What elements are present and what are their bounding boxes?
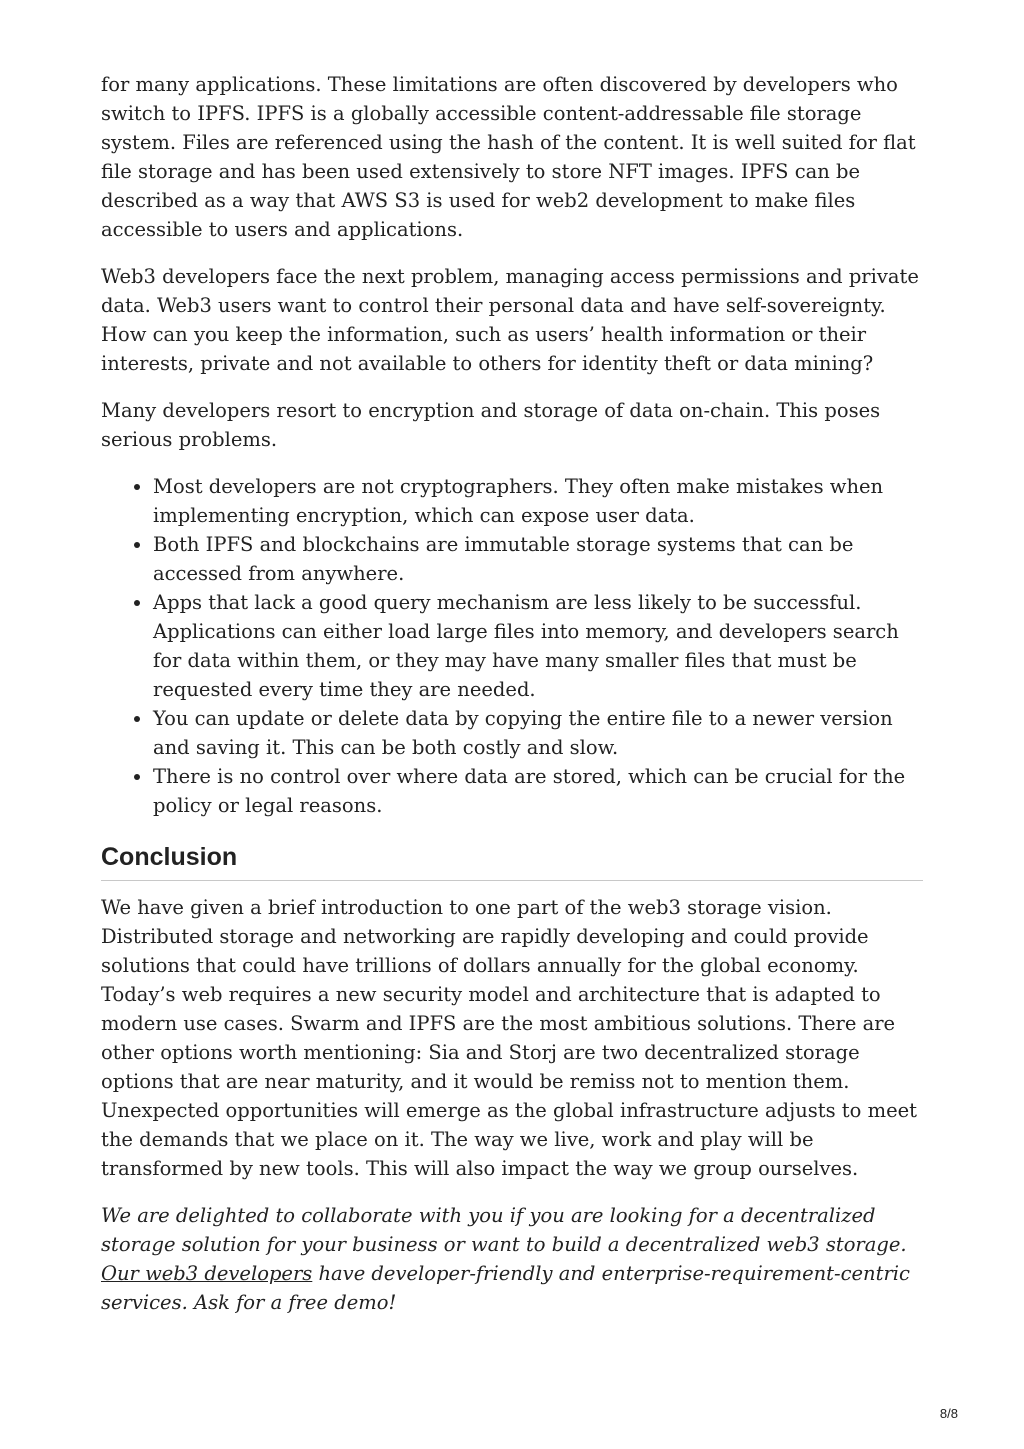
paragraph-encryption: Many developers resort to encryption and storage of data on-chain. This poses serious problems.	[101, 399, 881, 451]
list-item: • Both IPFS and blockchains are immutable storage systems that can be accessed from anywhere.	[153, 530, 923, 588]
cta-text-after: have developer-friendly and enterprise-requirement-centric services. Ask for a free demo!	[101, 1262, 910, 1314]
conclusion-heading: Conclusion	[101, 842, 923, 881]
problems-list	[101, 472, 923, 820]
article-body	[101, 70, 923, 1335]
paragraph-ipfs: for many applications. These limitations are often discovered by developers who switch to IPFS. IPFS is a globally accessible content-addressable file storage system. Files are referenced using the hash of the content. It is well suited for flat file storage and has been used extensively to store NFT images. IPFS can be described as a way that AWS S3 is used for web2 development to make files accessible to users and applications.	[101, 73, 916, 241]
conclusion-paragraph: We have given a brief introduction to one part of the web3 storage vision. Distributed storage and networking are rapidly developing and could provide solutions that could have trillions of dollars annually for the global economy. Today’s web requires a new security model and architecture that is adapted to modern use cases. Swarm and IPFS are the most ambitious solutions. There are other options worth mentioning: Sia and Storj are two decentralized storage options that are near maturity, and it would be remiss not to mention them. Unexpected opportunities will emerge as the global infrastructure adjusts to meet the demands that we place on it. The way we live, work and play will be transformed by new tools. This will also impact the way we group ourselves.	[101, 896, 917, 1180]
call-to-action	[101, 1201, 923, 1317]
paragraph-access-permissions: Web3 developers face the next problem, managing access permissions and private data. Web3 users want to control their personal data and have self-sovereignty. How can you keep the information, such as users’ health information or their interests, private and not available to others for identity theft or data mining?	[101, 265, 919, 375]
page-number: 8/8	[939, 1406, 958, 1421]
list-item: • You can update or delete data by copying the entire file to a newer version and saving it. This can be both costly and slow.	[153, 704, 923, 762]
list-item: • Apps that lack a good query mechanism are less likely to be successful. Applications can either load large files into memory, and developers search for data within them, or they may have many smaller files that must be requested every time they are needed.	[153, 588, 923, 704]
web3-developers-link[interactable]: Our web3 developers	[101, 1262, 313, 1285]
list-item: • There is no control over where data are stored, which can be crucial for the policy or legal reasons.	[153, 762, 923, 820]
list-item: • Most developers are not cryptographers. They often make mistakes when implementing encryption, which can expose user data.	[153, 472, 923, 530]
cta-text-before: We are delighted to collaborate with you if you are looking for a decentralized storage solution for your business or want to build a decentralized web3 storage.	[101, 1204, 907, 1256]
